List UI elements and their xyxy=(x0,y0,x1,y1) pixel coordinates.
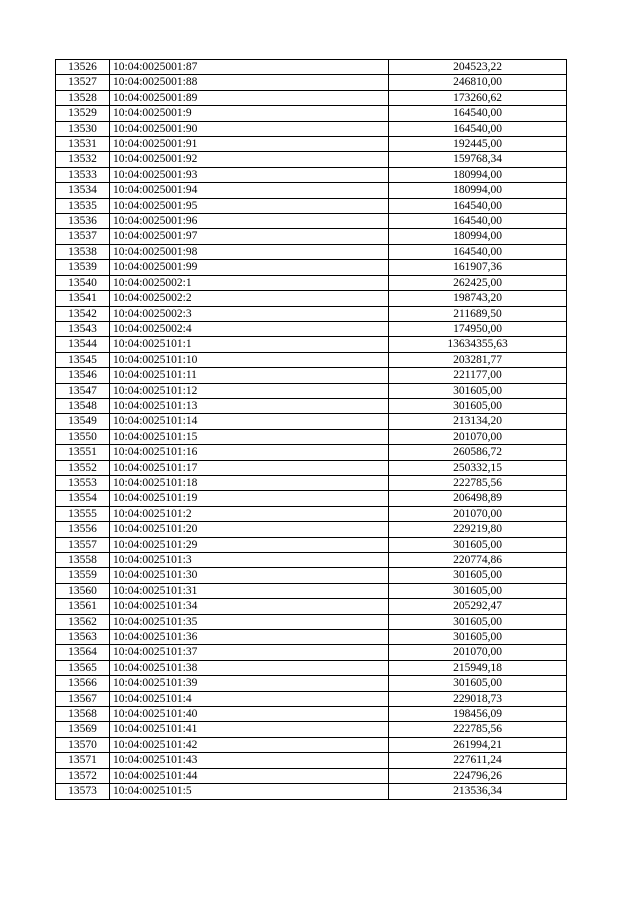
row-number-cell: 13571 xyxy=(56,753,110,768)
table-row xyxy=(56,614,567,629)
cadastral-number-cell: 10:04:0025101:12 xyxy=(110,383,389,398)
table-row xyxy=(56,198,567,213)
row-number-cell: 13538 xyxy=(56,244,110,259)
table-row xyxy=(56,106,567,121)
value-cell: 301605,00 xyxy=(389,676,567,691)
cadastral-number-cell: 10:04:0025101:2 xyxy=(110,506,389,521)
table-row xyxy=(56,121,567,136)
cadastral-number-cell: 10:04:0025001:92 xyxy=(110,152,389,167)
table-row xyxy=(56,291,567,306)
value-cell: 215949,18 xyxy=(389,660,567,675)
row-number-cell: 13552 xyxy=(56,460,110,475)
row-number-cell: 13555 xyxy=(56,506,110,521)
value-cell: 220774,86 xyxy=(389,553,567,568)
cadastral-number-cell: 10:04:0025101:35 xyxy=(110,614,389,629)
table-row xyxy=(56,599,567,614)
row-number-cell: 13546 xyxy=(56,368,110,383)
table-row xyxy=(56,722,567,737)
cadastral-number-cell: 10:04:0025002:2 xyxy=(110,291,389,306)
document-page xyxy=(55,59,566,800)
value-cell: 246810,00 xyxy=(389,75,567,90)
row-number-cell: 13554 xyxy=(56,491,110,506)
row-number-cell: 13530 xyxy=(56,121,110,136)
value-cell: 262425,00 xyxy=(389,275,567,290)
cadastral-number-cell: 10:04:0025101:34 xyxy=(110,599,389,614)
table-row xyxy=(56,429,567,444)
table-row xyxy=(56,630,567,645)
row-number-cell: 13527 xyxy=(56,75,110,90)
value-cell: 164540,00 xyxy=(389,121,567,136)
value-cell: 164540,00 xyxy=(389,214,567,229)
row-number-cell: 13541 xyxy=(56,291,110,306)
value-cell: 211689,50 xyxy=(389,306,567,321)
row-number-cell: 13534 xyxy=(56,183,110,198)
value-cell: 201070,00 xyxy=(389,645,567,660)
cadastral-number-cell: 10:04:0025101:29 xyxy=(110,537,389,552)
row-number-cell: 13560 xyxy=(56,583,110,598)
cadastral-number-cell: 10:04:0025101:4 xyxy=(110,691,389,706)
row-number-cell: 13540 xyxy=(56,275,110,290)
value-cell: 198456,09 xyxy=(389,707,567,722)
value-cell: 224796,26 xyxy=(389,768,567,783)
row-number-cell: 13537 xyxy=(56,229,110,244)
value-cell: 301605,00 xyxy=(389,383,567,398)
value-cell: 161907,36 xyxy=(389,260,567,275)
table-row xyxy=(56,660,567,675)
row-number-cell: 13547 xyxy=(56,383,110,398)
value-cell: 222785,56 xyxy=(389,475,567,490)
value-cell: 301605,00 xyxy=(389,583,567,598)
table-body xyxy=(56,60,567,800)
table-row xyxy=(56,522,567,537)
cadastral-number-cell: 10:04:0025001:97 xyxy=(110,229,389,244)
cadastral-number-cell: 10:04:0025101:38 xyxy=(110,660,389,675)
cadastral-number-cell: 10:04:0025101:30 xyxy=(110,568,389,583)
row-number-cell: 13556 xyxy=(56,522,110,537)
cadastral-number-cell: 10:04:0025001:91 xyxy=(110,137,389,152)
row-number-cell: 13539 xyxy=(56,260,110,275)
value-cell: 213536,34 xyxy=(389,784,567,799)
cadastral-number-cell: 10:04:0025101:39 xyxy=(110,676,389,691)
table-row xyxy=(56,768,567,783)
table-row xyxy=(56,553,567,568)
cadastral-number-cell: 10:04:0025101:5 xyxy=(110,784,389,799)
table-row xyxy=(56,306,567,321)
table-row xyxy=(56,214,567,229)
row-number-cell: 13549 xyxy=(56,414,110,429)
table-row xyxy=(56,568,567,583)
row-number-cell: 13542 xyxy=(56,306,110,321)
table-row xyxy=(56,460,567,475)
value-cell: 301605,00 xyxy=(389,630,567,645)
cadastral-number-cell: 10:04:0025101:40 xyxy=(110,707,389,722)
value-cell: 221177,00 xyxy=(389,368,567,383)
value-cell: 164540,00 xyxy=(389,198,567,213)
value-cell: 164540,00 xyxy=(389,106,567,121)
table-row xyxy=(56,90,567,105)
table-row xyxy=(56,337,567,352)
cadastral-number-cell: 10:04:0025101:31 xyxy=(110,583,389,598)
value-cell: 301605,00 xyxy=(389,537,567,552)
value-cell: 301605,00 xyxy=(389,398,567,413)
value-cell: 174950,00 xyxy=(389,321,567,336)
data-table xyxy=(55,59,567,800)
value-cell: 201070,00 xyxy=(389,429,567,444)
value-cell: 206498,89 xyxy=(389,491,567,506)
cadastral-number-cell: 10:04:0025101:43 xyxy=(110,753,389,768)
row-number-cell: 13562 xyxy=(56,614,110,629)
table-row xyxy=(56,167,567,182)
table-row xyxy=(56,321,567,336)
value-cell: 180994,00 xyxy=(389,167,567,182)
row-number-cell: 13563 xyxy=(56,630,110,645)
cadastral-number-cell: 10:04:0025001:98 xyxy=(110,244,389,259)
cadastral-number-cell: 10:04:0025001:93 xyxy=(110,167,389,182)
table-row xyxy=(56,60,567,75)
table-row xyxy=(56,475,567,490)
table-row xyxy=(56,737,567,752)
table-row xyxy=(56,691,567,706)
value-cell: 192445,00 xyxy=(389,137,567,152)
cadastral-number-cell: 10:04:0025101:37 xyxy=(110,645,389,660)
value-cell: 180994,00 xyxy=(389,183,567,198)
value-cell: 164540,00 xyxy=(389,244,567,259)
cadastral-number-cell: 10:04:0025101:10 xyxy=(110,352,389,367)
row-number-cell: 13544 xyxy=(56,337,110,352)
row-number-cell: 13561 xyxy=(56,599,110,614)
row-number-cell: 13545 xyxy=(56,352,110,367)
value-cell: 222785,56 xyxy=(389,722,567,737)
table-row xyxy=(56,244,567,259)
value-cell: 205292,47 xyxy=(389,599,567,614)
cadastral-number-cell: 10:04:0025002:1 xyxy=(110,275,389,290)
cadastral-number-cell: 10:04:0025001:95 xyxy=(110,198,389,213)
row-number-cell: 13531 xyxy=(56,137,110,152)
row-number-cell: 13565 xyxy=(56,660,110,675)
row-number-cell: 13558 xyxy=(56,553,110,568)
row-number-cell: 13528 xyxy=(56,90,110,105)
cadastral-number-cell: 10:04:0025101:16 xyxy=(110,445,389,460)
table-row xyxy=(56,537,567,552)
table-row xyxy=(56,445,567,460)
table-row xyxy=(56,414,567,429)
table-row xyxy=(56,383,567,398)
row-number-cell: 13559 xyxy=(56,568,110,583)
cadastral-number-cell: 10:04:0025101:18 xyxy=(110,475,389,490)
table-row xyxy=(56,398,567,413)
value-cell: 173260,62 xyxy=(389,90,567,105)
cadastral-number-cell: 10:04:0025101:41 xyxy=(110,722,389,737)
row-number-cell: 13572 xyxy=(56,768,110,783)
row-number-cell: 13543 xyxy=(56,321,110,336)
cadastral-number-cell: 10:04:0025101:19 xyxy=(110,491,389,506)
value-cell: 180994,00 xyxy=(389,229,567,244)
value-cell: 213134,20 xyxy=(389,414,567,429)
table-row xyxy=(56,645,567,660)
value-cell: 198743,20 xyxy=(389,291,567,306)
cadastral-number-cell: 10:04:0025001:90 xyxy=(110,121,389,136)
table-row xyxy=(56,753,567,768)
table-row xyxy=(56,75,567,90)
row-number-cell: 13567 xyxy=(56,691,110,706)
table-row xyxy=(56,707,567,722)
table-row xyxy=(56,137,567,152)
row-number-cell: 13566 xyxy=(56,676,110,691)
cadastral-number-cell: 10:04:0025101:20 xyxy=(110,522,389,537)
row-number-cell: 13551 xyxy=(56,445,110,460)
cadastral-number-cell: 10:04:0025001:88 xyxy=(110,75,389,90)
cadastral-number-cell: 10:04:0025101:3 xyxy=(110,553,389,568)
value-cell: 260586,72 xyxy=(389,445,567,460)
cadastral-number-cell: 10:04:0025101:17 xyxy=(110,460,389,475)
cadastral-number-cell: 10:04:0025001:9 xyxy=(110,106,389,121)
table-row xyxy=(56,260,567,275)
cadastral-number-cell: 10:04:0025101:15 xyxy=(110,429,389,444)
value-cell: 13634355,63 xyxy=(389,337,567,352)
row-number-cell: 13526 xyxy=(56,60,110,75)
table-row xyxy=(56,676,567,691)
cadastral-number-cell: 10:04:0025101:44 xyxy=(110,768,389,783)
cadastral-number-cell: 10:04:0025101:14 xyxy=(110,414,389,429)
value-cell: 229219,80 xyxy=(389,522,567,537)
row-number-cell: 13548 xyxy=(56,398,110,413)
row-number-cell: 13529 xyxy=(56,106,110,121)
row-number-cell: 13533 xyxy=(56,167,110,182)
row-number-cell: 13568 xyxy=(56,707,110,722)
cadastral-number-cell: 10:04:0025001:94 xyxy=(110,183,389,198)
row-number-cell: 13535 xyxy=(56,198,110,213)
value-cell: 229018,73 xyxy=(389,691,567,706)
cadastral-number-cell: 10:04:0025101:11 xyxy=(110,368,389,383)
cadastral-number-cell: 10:04:0025101:1 xyxy=(110,337,389,352)
value-cell: 203281,77 xyxy=(389,352,567,367)
table-row xyxy=(56,275,567,290)
row-number-cell: 13532 xyxy=(56,152,110,167)
value-cell: 301605,00 xyxy=(389,614,567,629)
cadastral-number-cell: 10:04:0025001:99 xyxy=(110,260,389,275)
value-cell: 201070,00 xyxy=(389,506,567,521)
cadastral-number-cell: 10:04:0025101:42 xyxy=(110,737,389,752)
cadastral-number-cell: 10:04:0025002:3 xyxy=(110,306,389,321)
value-cell: 261994,21 xyxy=(389,737,567,752)
table-row xyxy=(56,352,567,367)
value-cell: 301605,00 xyxy=(389,568,567,583)
table-row xyxy=(56,491,567,506)
cadastral-number-cell: 10:04:0025001:89 xyxy=(110,90,389,105)
row-number-cell: 13570 xyxy=(56,737,110,752)
row-number-cell: 13573 xyxy=(56,784,110,799)
row-number-cell: 13550 xyxy=(56,429,110,444)
value-cell: 227611,24 xyxy=(389,753,567,768)
cadastral-number-cell: 10:04:0025001:96 xyxy=(110,214,389,229)
value-cell: 204523,22 xyxy=(389,60,567,75)
table-row xyxy=(56,506,567,521)
cadastral-number-cell: 10:04:0025002:4 xyxy=(110,321,389,336)
row-number-cell: 13564 xyxy=(56,645,110,660)
value-cell: 250332,15 xyxy=(389,460,567,475)
value-cell: 159768,34 xyxy=(389,152,567,167)
cadastral-number-cell: 10:04:0025101:13 xyxy=(110,398,389,413)
table-row xyxy=(56,183,567,198)
row-number-cell: 13553 xyxy=(56,475,110,490)
table-row xyxy=(56,368,567,383)
table-row xyxy=(56,583,567,598)
table-row xyxy=(56,229,567,244)
cadastral-number-cell: 10:04:0025101:36 xyxy=(110,630,389,645)
row-number-cell: 13569 xyxy=(56,722,110,737)
cadastral-number-cell: 10:04:0025001:87 xyxy=(110,60,389,75)
table-row xyxy=(56,152,567,167)
row-number-cell: 13536 xyxy=(56,214,110,229)
row-number-cell: 13557 xyxy=(56,537,110,552)
table-row xyxy=(56,784,567,799)
